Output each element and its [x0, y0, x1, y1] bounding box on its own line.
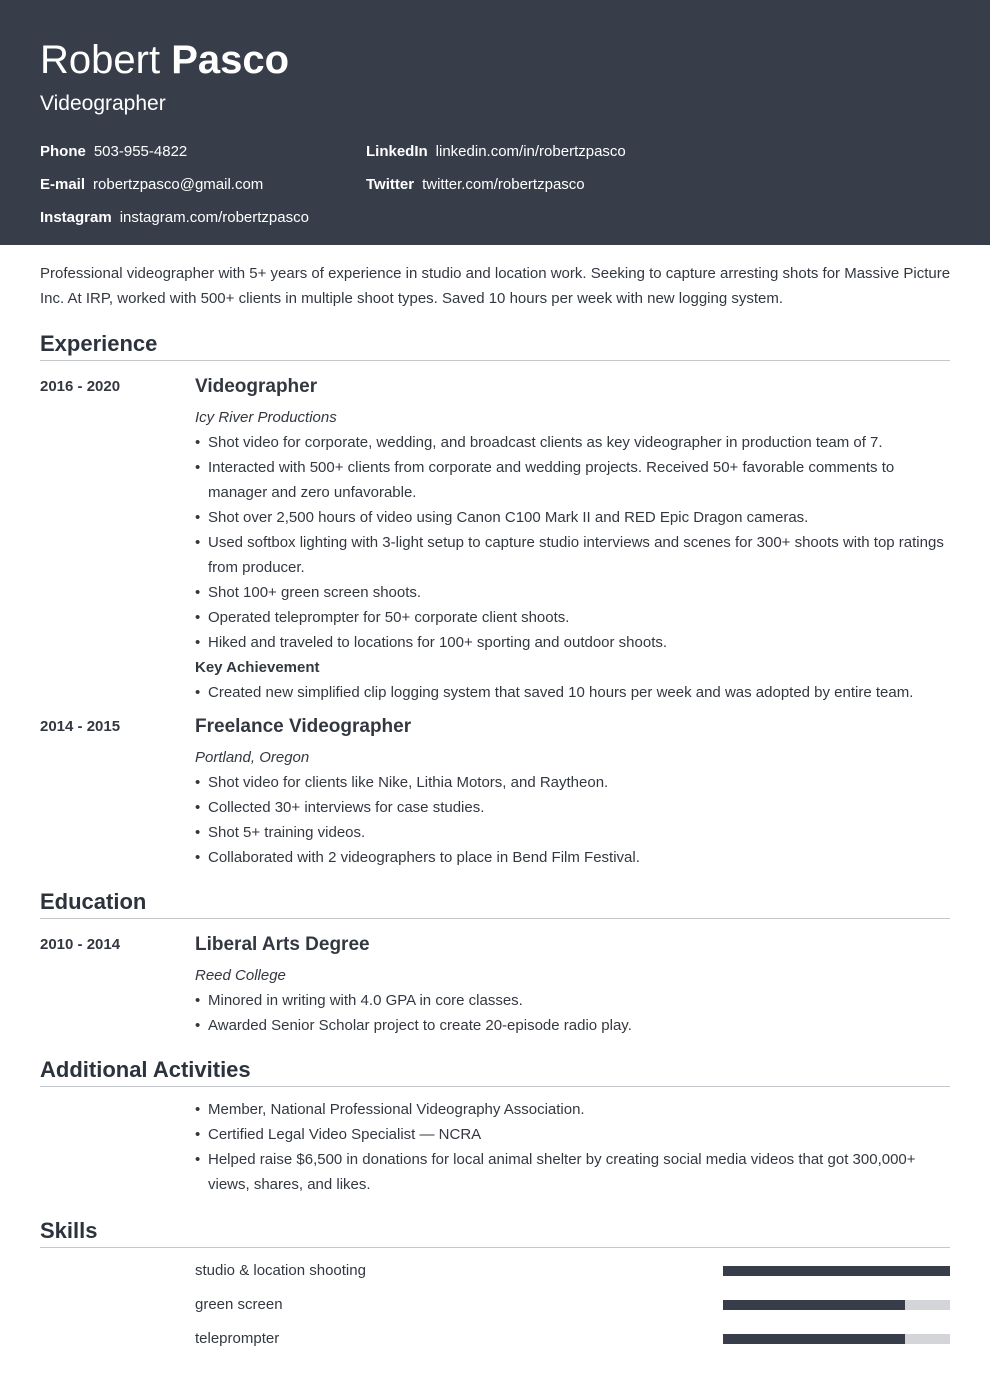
entry-body [195, 378, 950, 705]
resume-header [0, 0, 990, 245]
entry-role: Videographer [195, 376, 318, 397]
entry-organization: Icy River Productions [195, 409, 337, 426]
email-value: robertzpasco@gmail.com [93, 176, 264, 193]
entry-dates: 2014 - 2015 [40, 718, 121, 735]
skill-level-fill [723, 1300, 905, 1310]
entry-body [195, 1097, 950, 1197]
contact-label: Phone [40, 143, 86, 160]
candidate-name [40, 37, 289, 83]
instagram-value: instagram.com/robertzpasco [119, 209, 309, 226]
skill-level-bar [723, 1300, 950, 1310]
skill-name: teleprompter [195, 1330, 280, 1347]
list-item: • Shot video for corporate, wedding, and broadcast clients as key videographer in production team of 7. [195, 430, 950, 455]
skill-level-fill [723, 1334, 905, 1344]
list-item: • Created new simplified clip logging system that saved 10 hours per week and was adopted by entire team. [195, 680, 950, 705]
summary-paragraph: Professional videographer with 5+ years of experience in studio and location work. Seeking to capture arresting shots for Massive Picture Inc. At IRP, worked with 500+ clients in multiple shoot types. Saved 10 hours per week with new logging system. [40, 265, 951, 307]
bullet-list [195, 770, 950, 870]
contact-twitter [366, 176, 585, 194]
twitter-value: twitter.com/robertzpasco [422, 176, 585, 193]
section-title-education: Education [40, 889, 147, 914]
section-title-experience: Experience [40, 331, 158, 356]
entry-role: Freelance Videographer [195, 716, 412, 737]
last-name: Pasco [171, 38, 290, 82]
entry-dates: 2010 - 2014 [40, 936, 121, 953]
linkedin-value: linkedin.com/in/robertzpasco [435, 143, 626, 160]
section-title-activities: Additional Activities [40, 1057, 251, 1082]
contact-label: Twitter [366, 176, 415, 193]
section-title-skills: Skills [40, 1218, 98, 1243]
list-item: • Collected 30+ interviews for case studies. [195, 795, 950, 820]
list-item: • Shot video for clients like Nike, Lithia Motors, and Raytheon. [195, 770, 950, 795]
entry-body [195, 718, 950, 870]
list-item: • Used softbox lighting with 3-light setup to capture studio interviews and scenes for 300+ shoots with top ratings from producer. [195, 530, 950, 580]
list-item: • Member, National Professional Videography Association. [195, 1097, 950, 1122]
entry-dates: 2016 - 2020 [40, 378, 121, 395]
key-achievement-label: Key Achievement [195, 659, 320, 676]
bullet-list [195, 430, 950, 655]
section-divider [40, 360, 950, 361]
contact-label: LinkedIn [366, 143, 428, 160]
list-item: • Certified Legal Video Specialist — NCRA [195, 1122, 950, 1147]
skill-name: green screen [195, 1296, 283, 1313]
bullet-list [195, 1097, 950, 1197]
phone-value: 503-955-4822 [93, 143, 188, 160]
contact-label: E-mail [40, 176, 86, 193]
skill-level-bar [723, 1334, 950, 1344]
skill-name: studio & location shooting [195, 1262, 366, 1279]
list-item: • Minored in writing with 4.0 GPA in core classes. [195, 988, 950, 1013]
section-divider [40, 1247, 950, 1248]
list-item: • Operated teleprompter for 50+ corporate client shoots. [195, 605, 950, 630]
achievement-list [195, 680, 950, 705]
list-item: • Helped raise $6,500 in donations for local animal shelter by creating social media videos that got 300,000+ views, shares, and likes. [195, 1147, 950, 1197]
entry-degree: Liberal Arts Degree [195, 934, 370, 955]
entry-school: Reed College [195, 967, 286, 984]
entry-organization: Portland, Oregon [195, 749, 310, 766]
entry-body [195, 936, 950, 1038]
section-divider [40, 1086, 950, 1087]
bullet-list [195, 988, 950, 1038]
contact-email [40, 176, 263, 194]
contact-label: Instagram [40, 209, 112, 226]
list-item: • Awarded Senior Scholar project to create 20-episode radio play. [195, 1013, 950, 1038]
section-divider [40, 918, 950, 919]
contact-phone [40, 143, 187, 161]
skill-level-fill [723, 1266, 950, 1276]
list-item: • Shot 5+ training videos. [195, 820, 950, 845]
list-item: • Interacted with 500+ clients from corporate and wedding projects. Received 50+ favorable comments to manager and zero unfavorable. [195, 455, 950, 505]
first-name: Robert [40, 38, 161, 82]
list-item: • Shot 100+ green screen shoots. [195, 580, 950, 605]
skill-level-bar [723, 1266, 950, 1276]
job-title: Videographer [40, 92, 166, 115]
contact-linkedin [366, 143, 626, 161]
list-item: • Shot over 2,500 hours of video using Canon C100 Mark II and RED Epic Dragon cameras. [195, 505, 950, 530]
list-item: • Hiked and traveled to locations for 100+ sporting and outdoor shoots. [195, 630, 950, 655]
list-item: • Collaborated with 2 videographers to place in Bend Film Festival. [195, 845, 950, 870]
contact-instagram [40, 209, 309, 227]
